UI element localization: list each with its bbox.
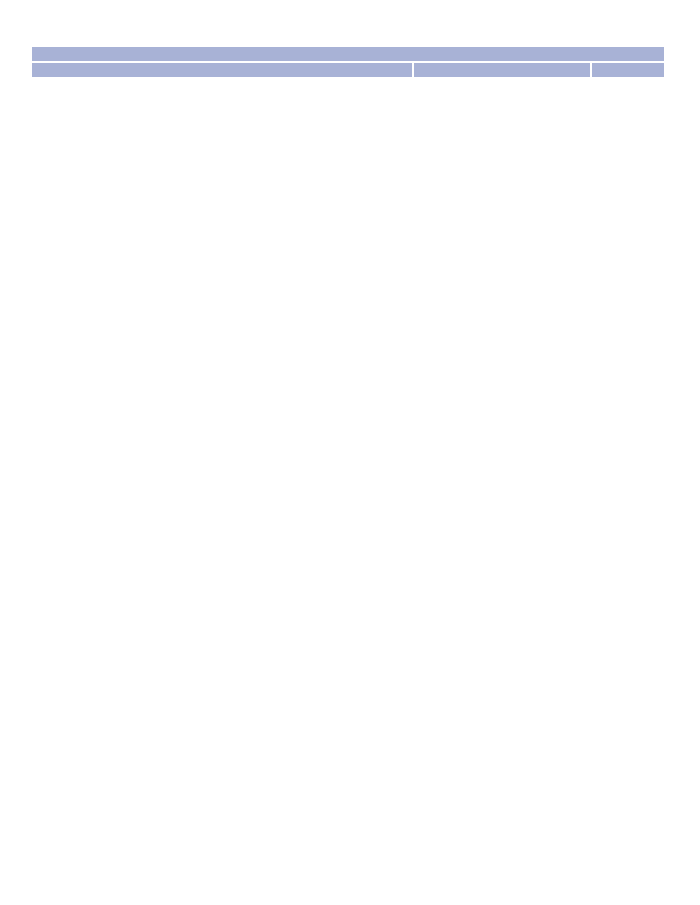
header-unit	[592, 63, 664, 77]
header-injection-molding	[32, 63, 412, 77]
datasheet-content	[32, 31, 668, 105]
optical-properties-table	[30, 31, 666, 33]
processing-table	[30, 45, 666, 79]
header-parameter	[32, 47, 664, 61]
header-value	[414, 63, 590, 77]
